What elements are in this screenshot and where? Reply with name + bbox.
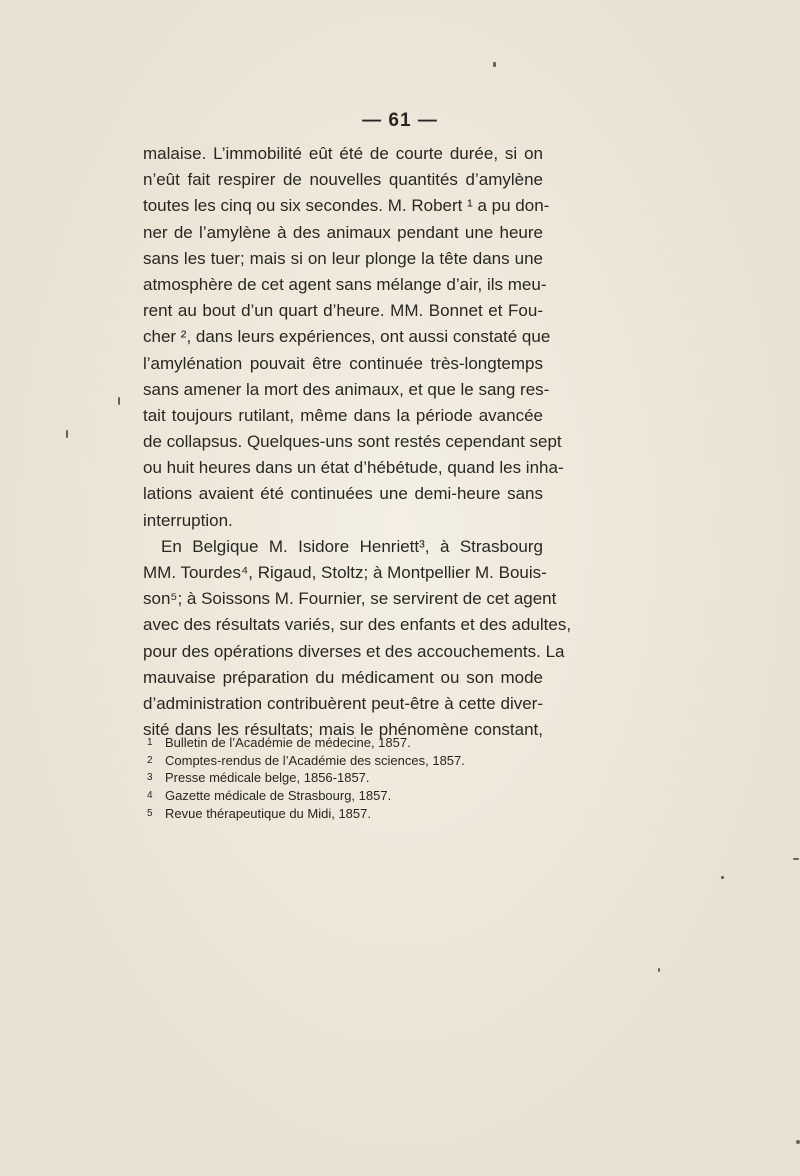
text-line: pour des opérations diverses et des accouchements. La [143,641,565,661]
footnote-number: 2 [147,754,153,766]
text-line: n’eût fait respirer de nouvelles quantités d’amylène [143,170,543,190]
text-line: atmosphère de cet agent sans mélange d’air, ils meu- [143,274,547,294]
text-line: de collapsus. Quelques-uns sont restés cependant sept [143,432,562,452]
text-line: son⁵; à Soissons M. Fournier, se servirent de cet agent [143,589,557,609]
text-line: rent au bout d’un quart d’heure. MM. Bonnet et Fou- [143,301,543,321]
text-line: malaise. L’immobilité eût été de courte durée, si on [143,144,543,163]
footnote-text: Bulletin de l’Académie de médecine, 1857. [165,735,411,750]
text-line: d’administration contribuèrent peut-être à cette diver- [143,693,543,713]
footnote [143,787,503,805]
footnote-number: 1 [147,737,153,748]
text-line: l’amylénation pouvait être continuée très-longtemps [143,353,543,373]
text-line: avec des résultats variés, sur des enfants et des adultes, [143,615,572,635]
paper-speck [493,62,496,67]
footnote-number: 5 [147,807,153,819]
text-line: interruption. [143,510,233,530]
text-line: ner de l’amylène à des animaux pendant une heure [143,222,543,242]
body-text [143,141,572,743]
paper-speck [118,397,120,405]
footnote-text: Revue thérapeutique du Midi, 1857. [165,805,371,821]
text-line: cher ², dans leurs expériences, ont aussi constaté que [143,327,551,347]
paper-speck [793,858,799,860]
text-line: sans amener la mort des animaux, et que le sang res- [143,379,550,399]
footnote-text: Comptes-rendus de l’Académie des sciences, 1857. [165,752,465,768]
footnote-number: 4 [147,790,153,802]
footnotes [143,734,503,823]
paper-speck [66,430,68,438]
text-line: sité dans les résultats; mais le phénomène constant, [143,720,543,740]
footnote [143,734,503,752]
footnote-number: 3 [147,772,153,784]
footnote-text: Presse médicale belge, 1856-1857. [165,770,370,786]
text-line: MM. Tourdes⁴, Rigaud, Stoltz; à Montpellier M. Bouis- [143,563,547,582]
footnote [143,769,503,787]
text-line: mauvaise préparation du médicament ou son mode [143,667,543,687]
footnote [143,805,503,823]
text-line: lations avaient été continuées une demi-heure sans [143,484,543,504]
page-number: — 61 — [362,110,438,131]
text-line: toutes les cinq ou six secondes. M. Robert ¹ a pu don- [143,196,550,216]
text-line: ou huit heures dans un état d’hébétude, quand les inha- [143,458,564,478]
paper-speck [658,968,660,972]
paper-speck [796,1140,800,1144]
paper-speck [721,876,724,879]
footnote-text: Gazette médicale de Strasbourg, 1857. [165,788,392,804]
text-line: En Belgique M. Isidore Henriett³, à Strasbourg [161,536,543,556]
footnote [143,752,503,770]
text-line: sans les tuer; mais si on leur plonge la tête dans une [143,248,543,268]
text-line: tait toujours rutilant, même dans la période avancée [143,405,543,425]
